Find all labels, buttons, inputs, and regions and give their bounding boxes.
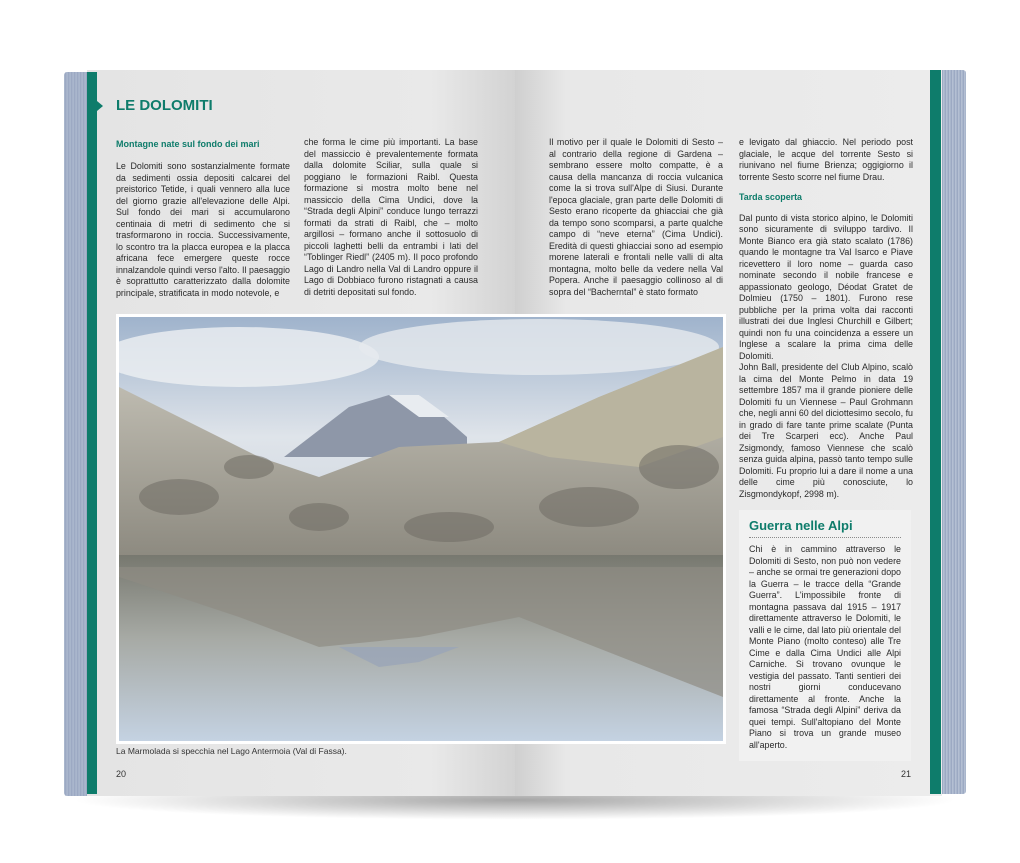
text-column-1: [116, 161, 290, 299]
text-column-2: [304, 137, 478, 298]
accent-stripe-right: [930, 70, 941, 794]
page-number-left: 20: [116, 769, 127, 779]
paragraph: Le Dolomiti sono sostanzialmente formate da sedimenti ossia depositi calcarei del preistorico Tetide, i quali vennero alla luce del giorno grazie all'elevazione delle Alpi. Sul fondo dei mari si accumularono centinaia di metri di sedimento che si trasformarono in roccia. Successivamente, lo scontro tra la placca europea e la placca africana fece emergere queste rocce innalzandole quindi verso l'alto. Il paesaggio è soprattutto caratterizzato dalla dolomite principale, stratificata in modo notevole, e: [116, 161, 290, 298]
section-arrow-icon: [97, 101, 103, 111]
paragraph: Il motivo per il quale le Dolomiti di Sesto – al contrario della regione di Gardena – sembrano essere molto compatte, è a causa della mancanza di roccia vulcanica come la si trova sull'Alpe di Siusi. Durante l'epoca glaciale, gran parte delle Dolomiti di Sesto erano ricoperte da ghiacciai che già da tempo sono scomparsi, a parte qualche campo di “neve eterna” (Cima Undici). Eredità di questi ghiacciai sono ad esempio morene laterali e frontali nelle valli di alta montagna, molto belle da vedere nella Val Popera. Anche il paesaggio collinoso al di sopra del “Bacherntal” è stato formato: [549, 137, 723, 297]
page-edges-right: [940, 70, 966, 794]
paragraph: e levigato dal ghiaccio. Nel periodo post glaciale, le acque del torrente Sesto si riunivano nel fiume Brienza; oggigiorno il torrente Sesto scorre nel fiume Drau.: [739, 137, 913, 182]
accent-stripe-left: [87, 72, 97, 794]
box-divider: [749, 537, 901, 538]
photo-caption: La Marmolada si specchia nel Lago Antermoia (Val di Fassa).: [116, 746, 347, 756]
paragraph: John Ball, presidente del Club Alpino, scalò la cima del Monte Pelmo in data 19 settembre 1857 ma il grande pioniere delle Dolomiti fu un Viennese – Paul Grohmann che, negli anni 60 del diciottesimo secolo, fu in grado di fare tante prime scalate (Punta dei Tre Scarperi ecc). Anche Paul Zsigmondy, famoso Viennese che scalò senza guida alpina, passò tanto tempo sulle Dolomiti. Fu proprio lui a dare il nome a una delle cime più conosciute, lo Zisgmondykopf, 2998 m).: [739, 362, 913, 499]
paragraph: che forma le cime più importanti. La base del massiccio è prevalentemente formata dalla dolomite Sciliar, sulla quale si poggiano le formazioni Raibl. Questa formazione si mostra molto bene nel massiccio della Cima Undici, dove la “Strada degli Alpini” conduce lungo terrazzi formati da strati di Raibl, che – molto argillosi – formano anche il sottosuolo di piccoli laghetti belli da entrambi i lati del “Toblinger Riedl” (2405 m). Il poco profondo Lago di Landro nella Val di Landro oppure il Lago di Dobbiaco furono ristagnati a causa di detriti depositati sul fondo.: [304, 137, 478, 297]
subheading-montagne: Montagne nate sul fondo dei mari: [116, 139, 260, 149]
sidebar-box-guerra: [739, 510, 911, 761]
paragraph: Chi è in cammino attraverso le Dolomiti di Sesto, non può non vedere – anche se ormai tre generazioni dopo la Guerra – le tracce della “Grande Guerra”. L'impossibile fronte di montagna passava dal 1915 – 1917 direttamente attraverso le Dolomiti, le valli e le cime, dal lato più orientale del Monte Piano (molto conteso) alle Tre Cime e dalla Cima Undici alle Alpi Carniche. Si trovano ovunque le vestigia del passato. Tanti sentieri dei nostri giorni conducevano direttamente al fronte. Anche la famosa “Strada degli Alpini” deriva da quei tempi. Sull'altopiano del Monte Piano si trova un grande museo all'aperto.: [749, 544, 901, 750]
box-title: Guerra nelle Alpi: [749, 518, 853, 533]
section-title: LE DOLOMITI: [116, 97, 213, 114]
text-column-4: [739, 137, 913, 761]
subheading-tarda-scoperta: Tarda scoperta: [739, 192, 802, 202]
photo-marmolada-lake: [116, 314, 726, 744]
page-number-right: 21: [901, 769, 912, 779]
paragraph: Dal punto di vista storico alpino, le Dolomiti sono sicuramente di sviluppo tardivo. Il Monte Bianco era già stato scalato (1786) quando le montagne tra Val Isarco e Piave ricevettero il loro nome – guarda caso nominate secondo il nobile francese e appassionato geologo, Déodat Gratet de Dolmieu (1750 – 1801). Furono rese pubbliche per la prima volta dai racconti illustrati dei due Inglesi Churchill e Gilbert; quindi non fu una coincidenza a essere un Inglese a scalare la prima cima delle Dolomiti.: [739, 212, 913, 361]
landscape-photo: [119, 317, 723, 741]
box-text: [749, 544, 901, 751]
text-column-3: [549, 137, 723, 298]
